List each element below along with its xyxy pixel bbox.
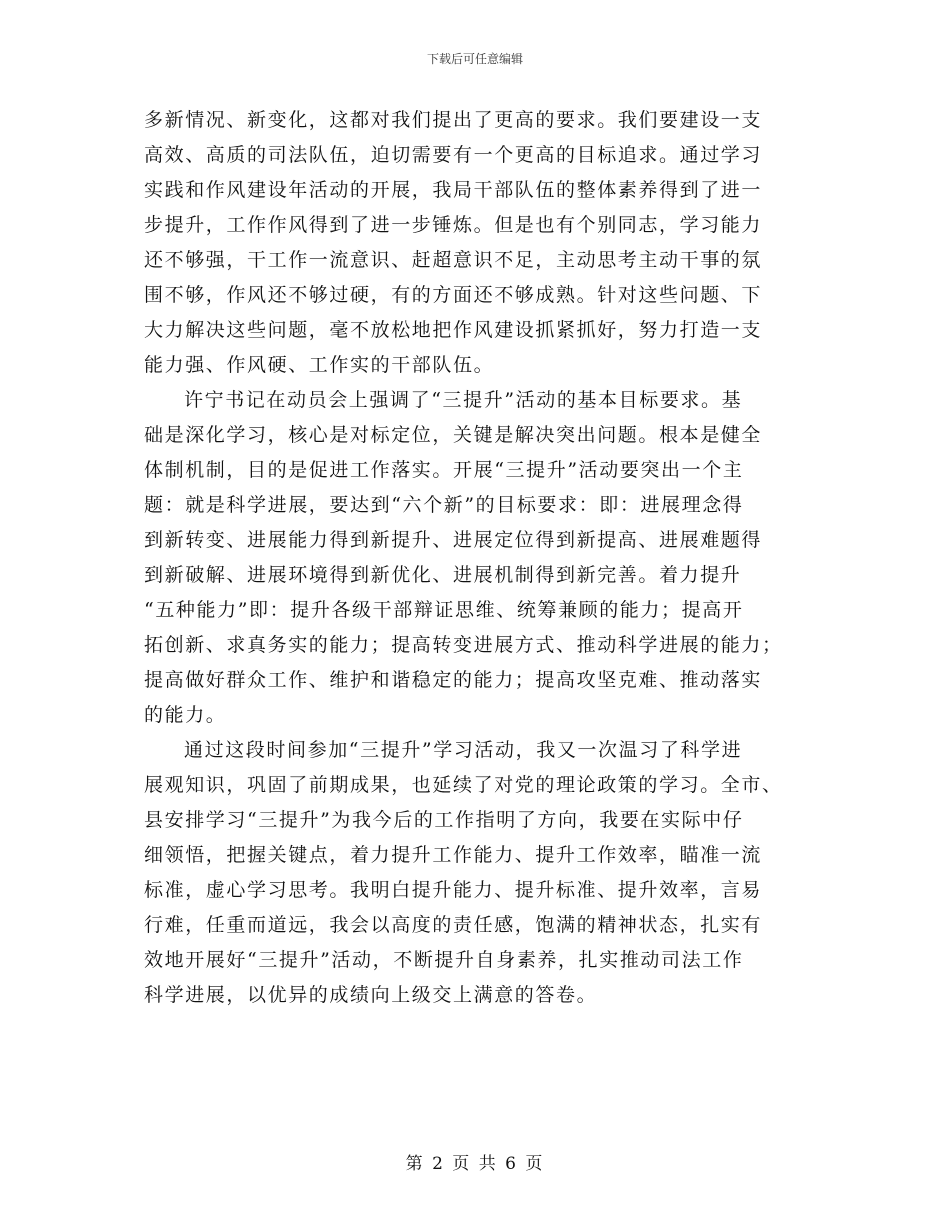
paragraph-line: 题：就是科学进展，要达到“六个新”的目标要求：即：进展理念得 [144,494,744,516]
paragraph-line: 实践和作风建设年活动的开展，我局干部队伍的整体素养得到了进一 [144,179,763,201]
paragraph-line: 的能力。 [144,704,227,726]
paragraph-line: 能力强、作风硬、工作实的干部队伍。 [144,354,495,376]
paragraph-line: 还不够强，干工作一流意识、赶超意识不足，主动思考主动干事的氛 [144,249,763,271]
paragraph-line: 标准，虚心学习思考。我明白提升能力、提升标准、提升效率，言易 [144,879,763,901]
page-number: 第 2 页 共 6 页 [405,1154,545,1174]
paragraph-line: 效地开展好“三提升”活动，不断提升自身素养，扎实推动司法工作 [144,949,744,971]
paragraph-line: 县安排学习“三提升”为我今后的工作指明了方向，我要在实际中仔 [144,809,744,831]
paragraph-first-line: 许宁书记在动员会上强调了“三提升”活动的基本目标要求。基 [184,389,743,411]
paragraph-line: 大力解决这些问题，毫不放松地把作风建设抓紧抓好，努力打造一支 [144,319,763,341]
paragraph-line: 础是深化学习，核心是对标定位，关键是解决突出问题。根本是健全 [144,424,763,446]
paragraph-line: 到新转变、进展能力得到新提升、进展定位得到新提高、进展难题得 [144,529,763,551]
document-body [144,103,806,1013]
paragraph-line: 高效、高质的司法队伍，迫切需要有一个更高的目标追求。通过学习 [144,144,763,166]
paragraph-line: 提高做好群众工作、维护和谐稳定的能力；提高攻坚克难、推动落实 [144,669,763,691]
paragraph-line: “五种能力”即：提升各级干部辩证思维、统筹兼顾的能力；提高开 [144,599,744,621]
paragraph-line: 细领悟，把握关键点，着力提升工作能力、提升工作效率，瞄准一流 [144,844,763,866]
paragraph-line: 展观知识，巩固了前期成果，也延续了对党的理论政策的学习。全市、 [144,774,783,796]
paragraph-first-line: 通过这段时间参加“三提升”学习活动，我又一次温习了科学进 [184,739,743,761]
paragraph-line: 多新情况、新变化，这都对我们提出了更高的要求。我们要建设一支 [144,109,763,131]
paragraph-line: 体制机制，目的是促进工作落实。开展“三提升”活动要突出一个主 [144,459,744,481]
paragraph-line: 拓创新、求真务实的能力；提高转变进展方式、推动科学进展的能力； [144,634,783,656]
paragraph-line: 围不够，作风还不够过硬，有的方面还不够成熟。针对这些问题、下 [144,284,763,306]
paragraph-line: 行难，任重而道远，我会以高度的责任感，饱满的精神状态，扎实有 [144,914,763,936]
paragraph-line: 到新破解、进展环境得到新优化、进展机制得到新完善。着力提升 [144,564,742,586]
paragraph-line: 步提升，工作作风得到了进一步锤炼。但是也有个别同志，学习能力 [144,214,763,236]
page-header: 下载后可任意编辑 [426,52,523,66]
paragraph-line: 科学进展，以优异的成绩向上级交上满意的答卷。 [144,984,598,1006]
